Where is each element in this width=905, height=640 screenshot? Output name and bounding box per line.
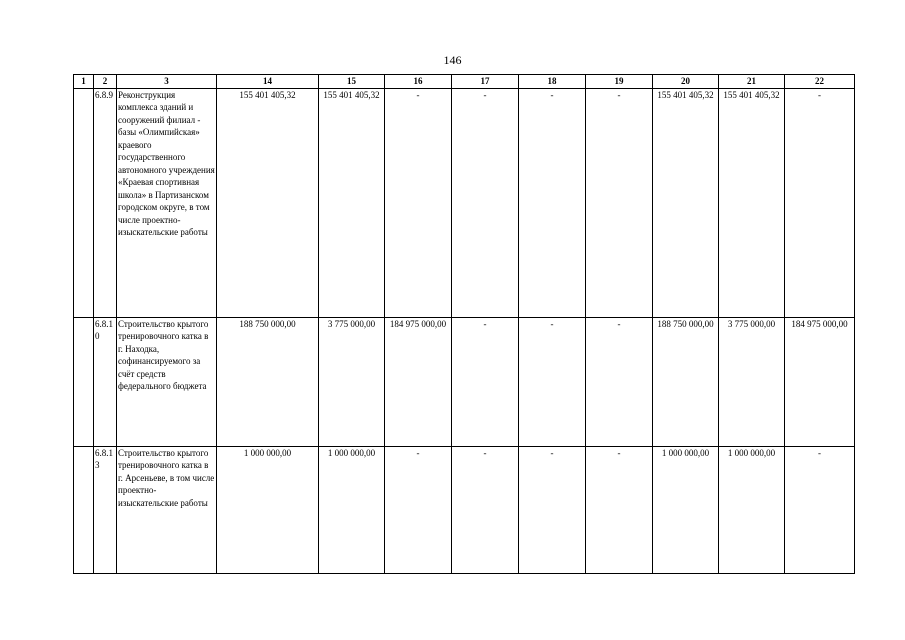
header-cell-16: 16 [385, 75, 452, 89]
header-cell-2: 2 [94, 75, 117, 89]
header-cell-1: 1 [74, 75, 94, 89]
page-number: 146 [443, 53, 462, 67]
cell-col16: - [385, 446, 452, 573]
cell-col15: 1 000 000,00 [319, 446, 385, 573]
cell-col14: 188 750 000,00 [217, 317, 319, 446]
cell-col18: - [519, 317, 586, 446]
table-row [74, 88, 855, 317]
cell-col17: - [452, 317, 519, 446]
table-row [74, 317, 855, 446]
cell-col19: - [586, 317, 653, 446]
cell-col22: - [785, 446, 855, 573]
cell-col17: - [452, 88, 519, 317]
cell-col21: 155 401 405,32 [719, 88, 785, 317]
cell-col21: 1 000 000,00 [719, 446, 785, 573]
header-cell-15: 15 [319, 75, 385, 89]
cell-col14: 155 401 405,32 [217, 88, 319, 317]
cell-col16: 184 975 000,00 [385, 317, 452, 446]
cell-col20: 155 401 405,32 [653, 88, 719, 317]
cell-col22: 184 975 000,00 [785, 317, 855, 446]
cell-col1 [74, 88, 94, 317]
header-row [74, 75, 855, 89]
header-cell-3: 3 [117, 75, 217, 89]
cell-name: Строительство крытого тренировочного катка в г. Находка, софинансируемого за счёт средств федерального бюджета [117, 317, 217, 446]
cell-code: 6.8.10 [94, 317, 117, 446]
cell-col1 [74, 446, 94, 573]
cell-col15: 3 775 000,00 [319, 317, 385, 446]
cell-col17: - [452, 446, 519, 573]
header-cell-18: 18 [519, 75, 586, 89]
cell-col15: 155 401 405,32 [319, 88, 385, 317]
header-cell-21: 21 [719, 75, 785, 89]
cell-col22: - [785, 88, 855, 317]
header-cell-17: 17 [452, 75, 519, 89]
cell-col14: 1 000 000,00 [217, 446, 319, 573]
header-cell-20: 20 [653, 75, 719, 89]
cell-col20: 188 750 000,00 [653, 317, 719, 446]
cell-name: Строительство крытого тренировочного катка в г. Арсеньеве, в том числе проектно-изыскательские работы [117, 446, 217, 573]
cell-name: Реконструкция комплекса зданий и сооружений филиал - базы «Олимпийская» краевого государственного автономного учреждения «Краевая спортивная школа» в Партизанском городском округе, в том числе проектно-изыскательские работы [117, 88, 217, 317]
cell-col16: - [385, 88, 452, 317]
cell-col18: - [519, 446, 586, 573]
header-cell-22: 22 [785, 75, 855, 89]
cell-col19: - [586, 446, 653, 573]
cell-col1 [74, 317, 94, 446]
header-cell-14: 14 [217, 75, 319, 89]
cell-col20: 1 000 000,00 [653, 446, 719, 573]
header-cell-19: 19 [586, 75, 653, 89]
budget-table [73, 74, 855, 574]
cell-col21: 3 775 000,00 [719, 317, 785, 446]
cell-code: 6.8.9 [94, 88, 117, 317]
table-row [74, 446, 855, 573]
cell-col18: - [519, 88, 586, 317]
cell-code: 6.8.13 [94, 446, 117, 573]
cell-col19: - [586, 88, 653, 317]
